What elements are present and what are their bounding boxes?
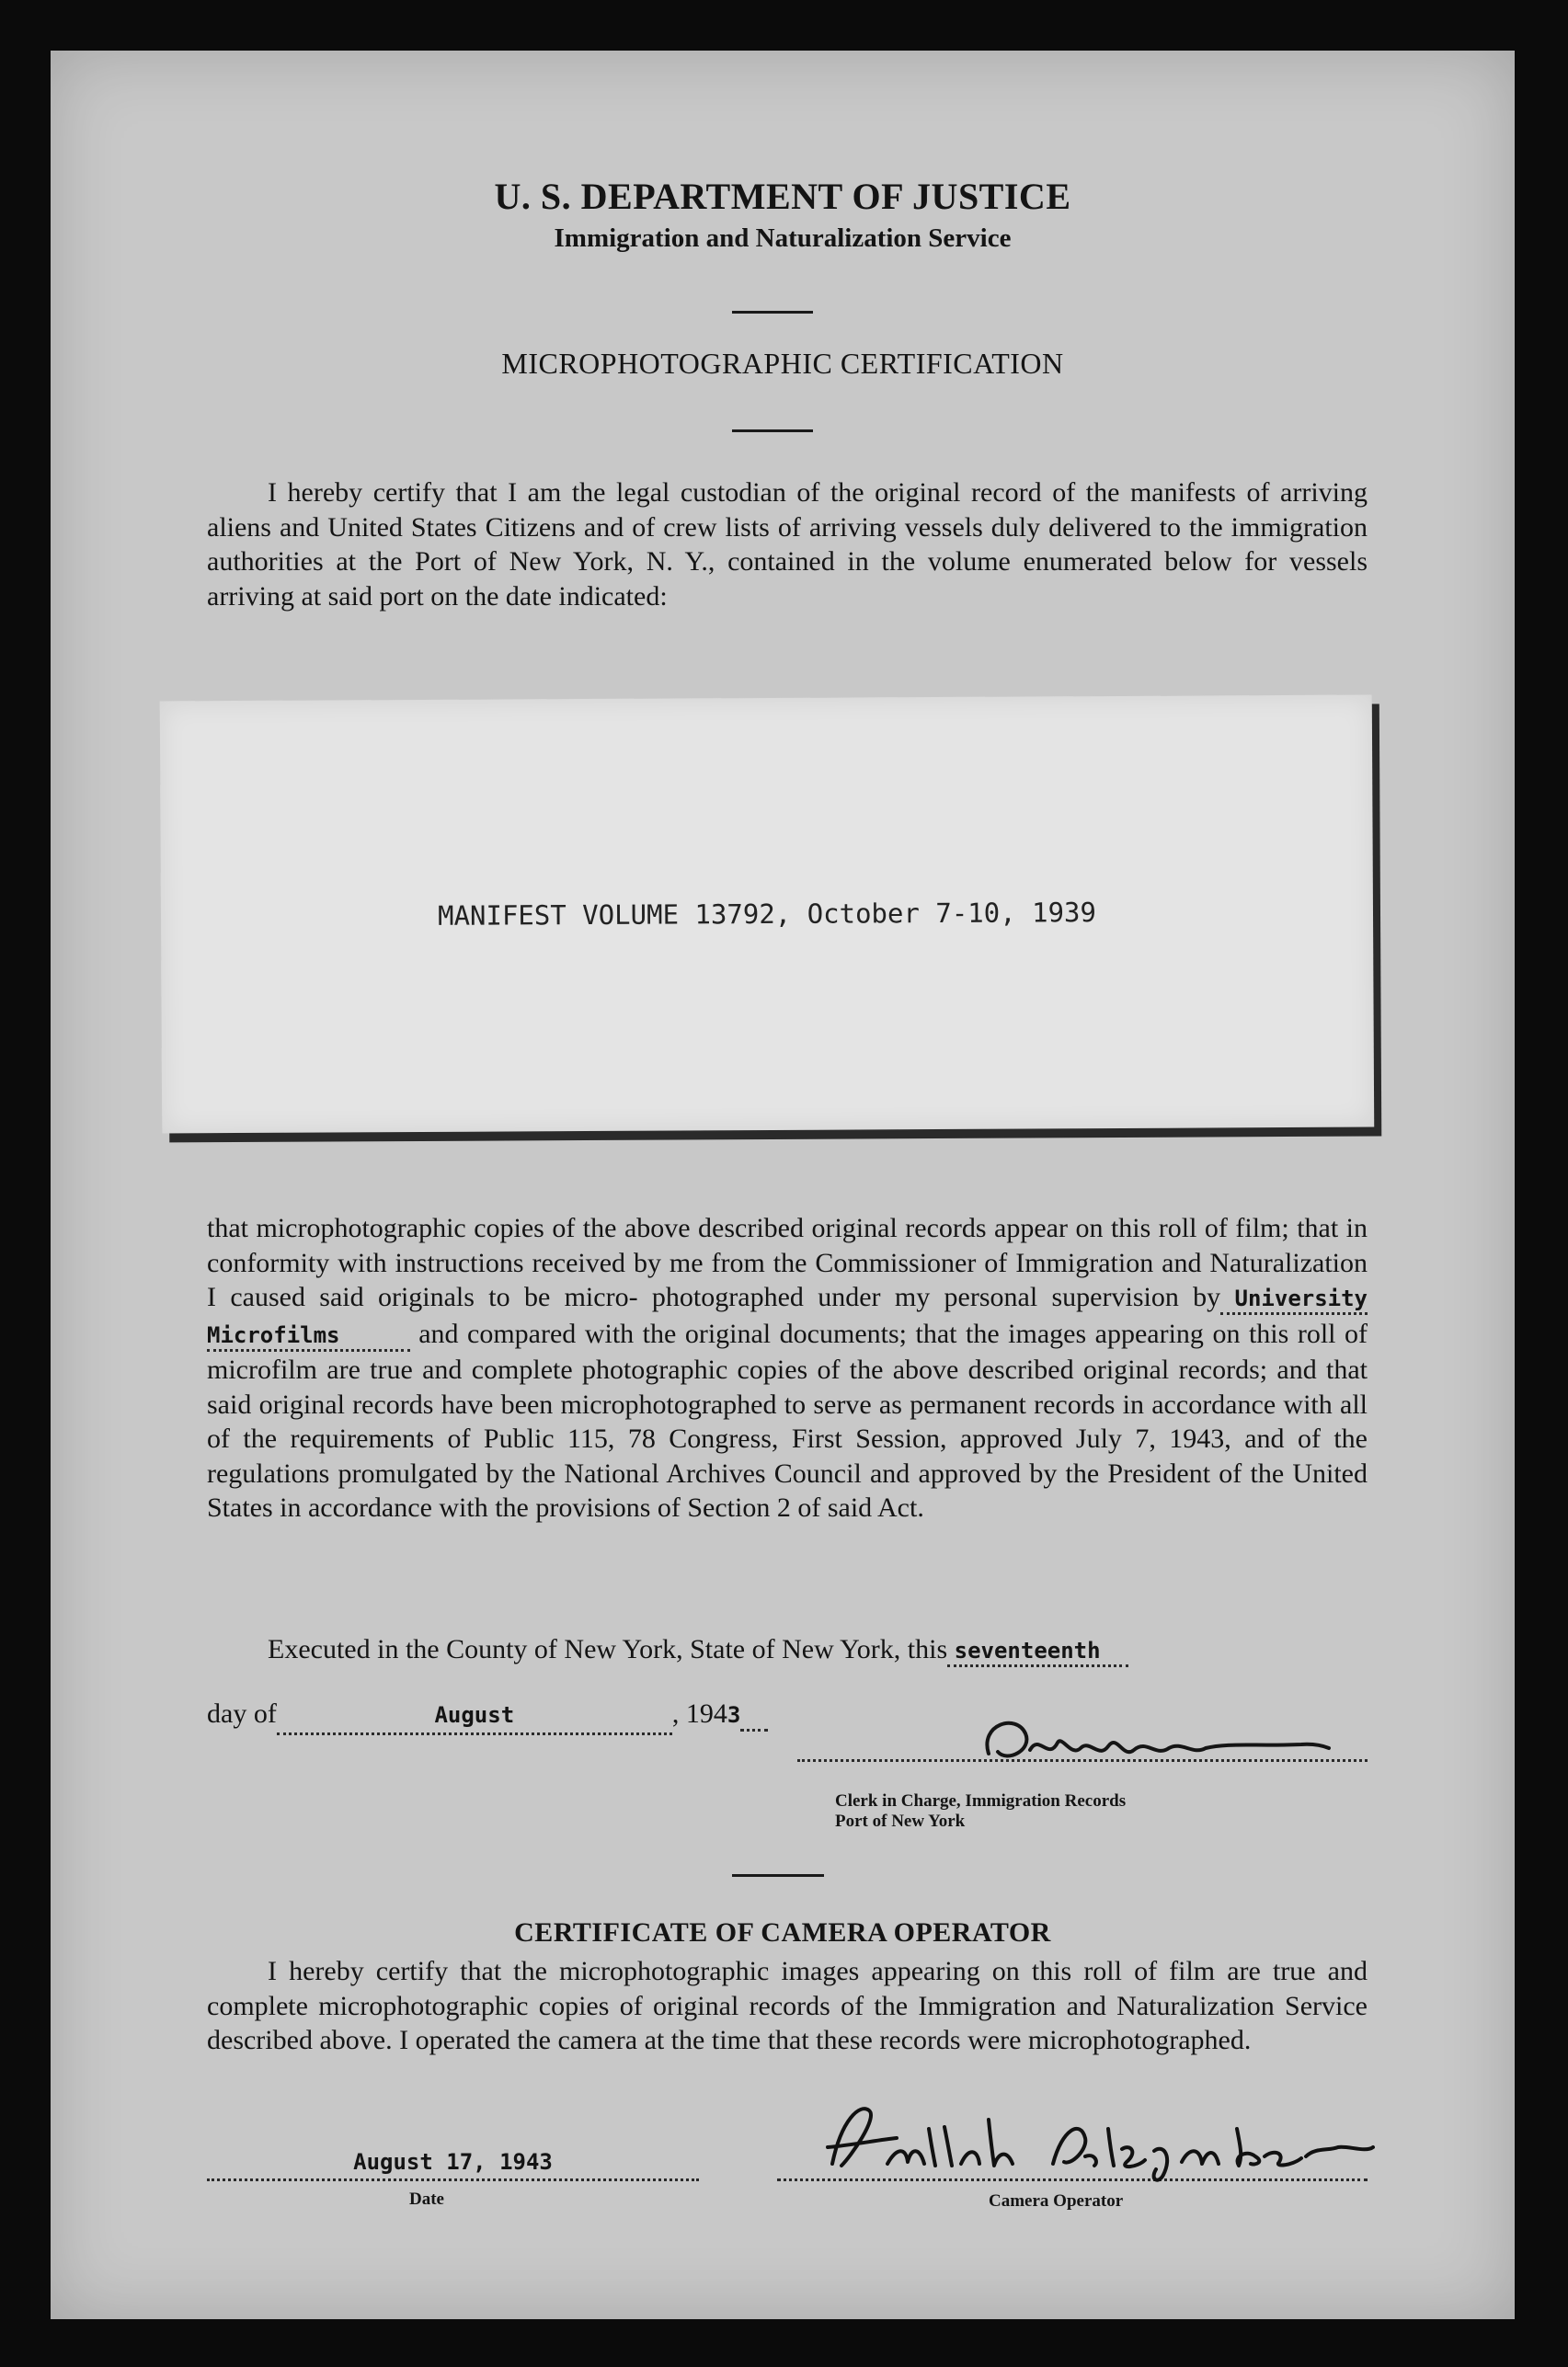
date-label: Date <box>409 2190 444 2209</box>
executed-month: August <box>434 1702 515 1728</box>
clerk-signature <box>952 1706 1338 1789</box>
certificate-date: August 17, 1943 <box>353 2149 553 2175</box>
year-digit: 3 <box>727 1702 741 1728</box>
month-fill <box>277 1697 672 1735</box>
clerk-port: Port of New York <box>835 1812 966 1831</box>
executed-prefix: Executed in the County of New York, State of New York, this <box>268 1634 948 1664</box>
divider <box>732 311 813 314</box>
executed-day-fill <box>947 1634 1127 1667</box>
clerk-title-block <box>835 1791 1203 1832</box>
supervision-prefix: photographed under my personal supervision by <box>651 1282 1221 1312</box>
executed-day: seventeenth <box>954 1638 1101 1664</box>
service-subheading: Immigration and Naturalization Service <box>554 223 1012 253</box>
camera-operator-label: Camera Operator <box>989 2191 1124 2211</box>
executed-line <box>268 1632 1368 1668</box>
camera-operator-heading: CERTIFICATE OF CAMERA OPERATOR <box>514 1917 1051 1948</box>
divider <box>732 429 813 432</box>
department-heading: U. S. DEPARTMENT OF JUSTICE <box>494 176 1071 217</box>
certification-title: MICROPHOTOGRAPHIC CERTIFICATION <box>501 347 1064 380</box>
divider <box>732 1874 824 1877</box>
certificate-page <box>51 51 1515 2319</box>
clerk-title: Clerk in Charge, Immigration Records <box>835 1791 1127 1811</box>
operator-signature <box>777 2092 1375 2193</box>
year-prefix: , 194 <box>671 1698 727 1729</box>
day-of-label: day of <box>207 1698 277 1729</box>
day-of-line <box>207 1697 1035 1735</box>
body-part1: that microphotographic copies of the above described original records appear on this roll of film; that in conformity with instructions received by me from the Commissioner of Immigration and Naturalization I caused said originals to be micro- <box>207 1213 1368 1312</box>
date-fill-line <box>207 2149 699 2181</box>
body-part2: and compared with the original documents; that the images appearing on this roll of microfilm are true and complete photographic copies of the above described original records; and that said original records have been microphotographed to serve as permanent records in accordance with all of the requirements of Public 115, 78 Congress, First Session, approved July 7, 1943, and of the regulations promulgated by the National Archives Council and approved by the President of the United States in accordance with the provisions of Section 2 of said Act. <box>207 1318 1368 1523</box>
manifest-volume-slip <box>160 695 1374 1134</box>
manifest-volume-text: MANIFEST VOLUME 13792, October 7-10, 1939 <box>437 897 1097 932</box>
year-fill <box>740 1698 768 1732</box>
microfilm-company: University Microfilms <box>207 1286 1368 1348</box>
camera-operator-paragraph: I hereby certify that the microphotographic images appearing on this roll of film are true and complete microphotographic copies of original records of the Immigration and Naturalization Service described above. I operated the camera at the time that these records were microphotographed. <box>207 1956 1368 2055</box>
intro-paragraph: I hereby certify that I am the legal custodian of the original record of the manifests of arriving aliens and United States Citizens and of crew lists of arriving vessels duly delivered to the immigration authorities at the Port of New York, N. Y., contained in the volume enumerated below for vessels arriving at said port on the date indicated: <box>207 477 1368 612</box>
body-paragraph <box>207 1211 1368 1526</box>
